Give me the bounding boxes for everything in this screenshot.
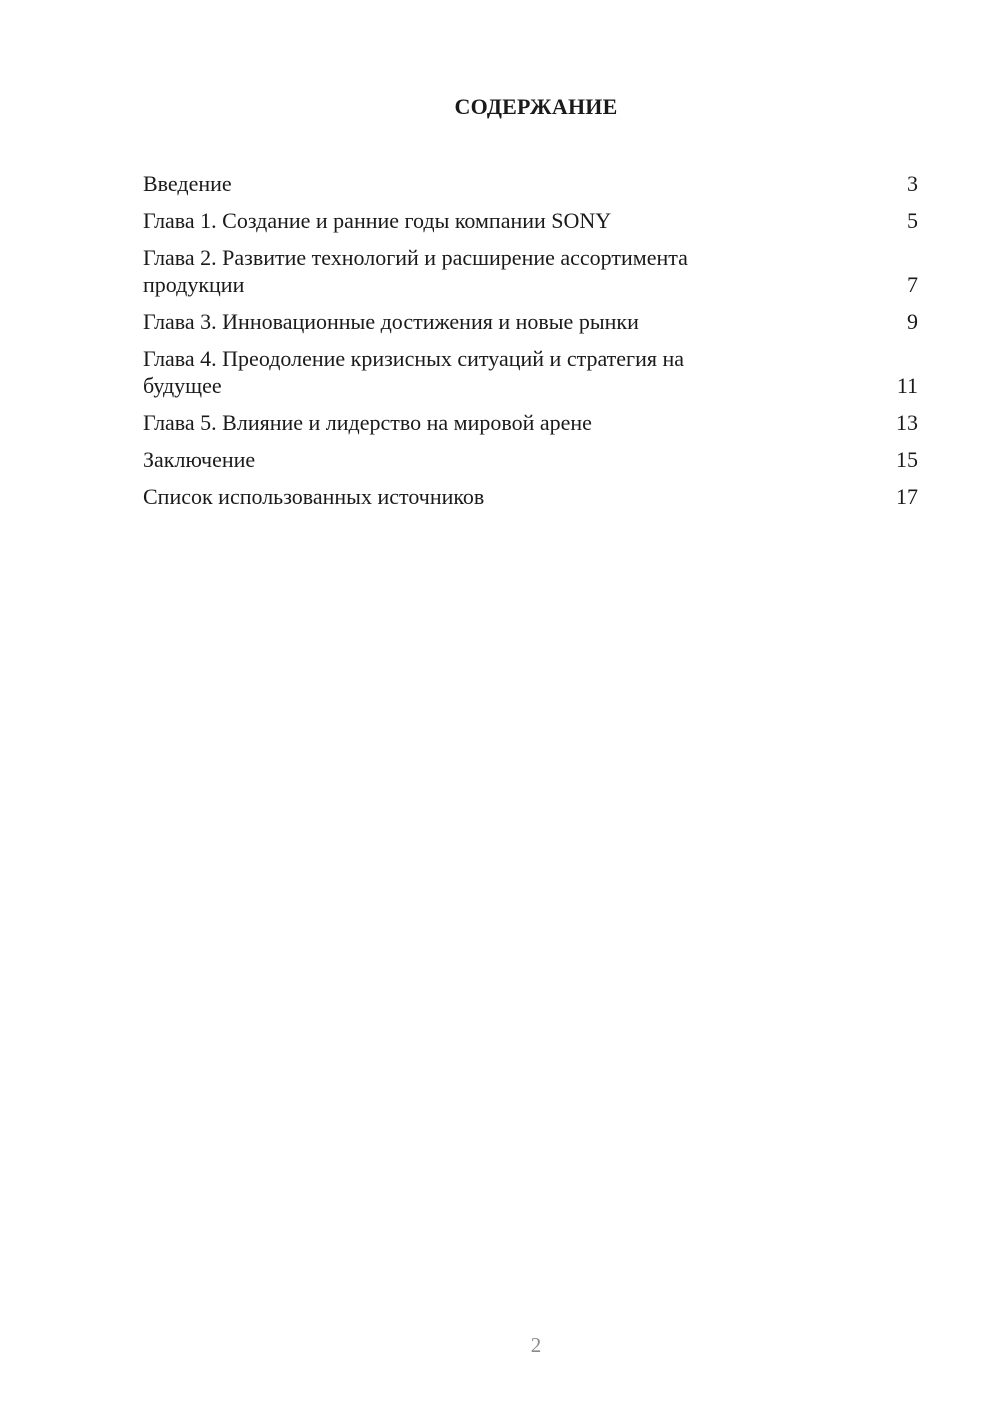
toc-entry (143, 207, 918, 234)
table-of-contents (143, 170, 918, 520)
toc-entry-page: 5 (907, 208, 918, 233)
toc-entry-title: Глава 5. Влияние и лидерство на мировой арене (143, 410, 592, 435)
toc-entry (143, 446, 918, 473)
page-title: СОДЕРЖАНИЕ (454, 94, 618, 119)
toc-entry (143, 170, 918, 197)
toc-entry-title: Заключение (143, 447, 256, 472)
toc-entry-title: Глава 2. Развитие технологий и расширение ассортимента продукции (143, 245, 688, 297)
toc-entry-title: Глава 3. Инновационные достижения и новые рынки (143, 309, 639, 334)
toc-entry (143, 483, 918, 510)
toc-entry (143, 308, 918, 335)
toc-entry-page: 15 (896, 447, 918, 472)
toc-entry-page: 9 (907, 309, 918, 334)
toc-entry (143, 345, 918, 399)
toc-entry (143, 409, 918, 436)
page-number: 2 (530, 1333, 542, 1357)
toc-entry-page: 13 (896, 410, 918, 435)
toc-entry-title: Список использованных источников (143, 484, 485, 509)
toc-entry-page: 11 (896, 373, 918, 398)
toc-entry-title: Введение (143, 171, 232, 196)
toc-entry-page: 7 (907, 272, 918, 297)
toc-entry-page: 3 (907, 171, 918, 196)
toc-entry-page: 17 (896, 484, 918, 509)
toc-entry-title: Глава 4. Преодоление кризисных ситуаций и стратегия на будущее (143, 346, 684, 398)
toc-entry-title: Глава 1. Создание и ранние годы компании SONY (143, 208, 612, 233)
toc-entry (143, 244, 918, 298)
